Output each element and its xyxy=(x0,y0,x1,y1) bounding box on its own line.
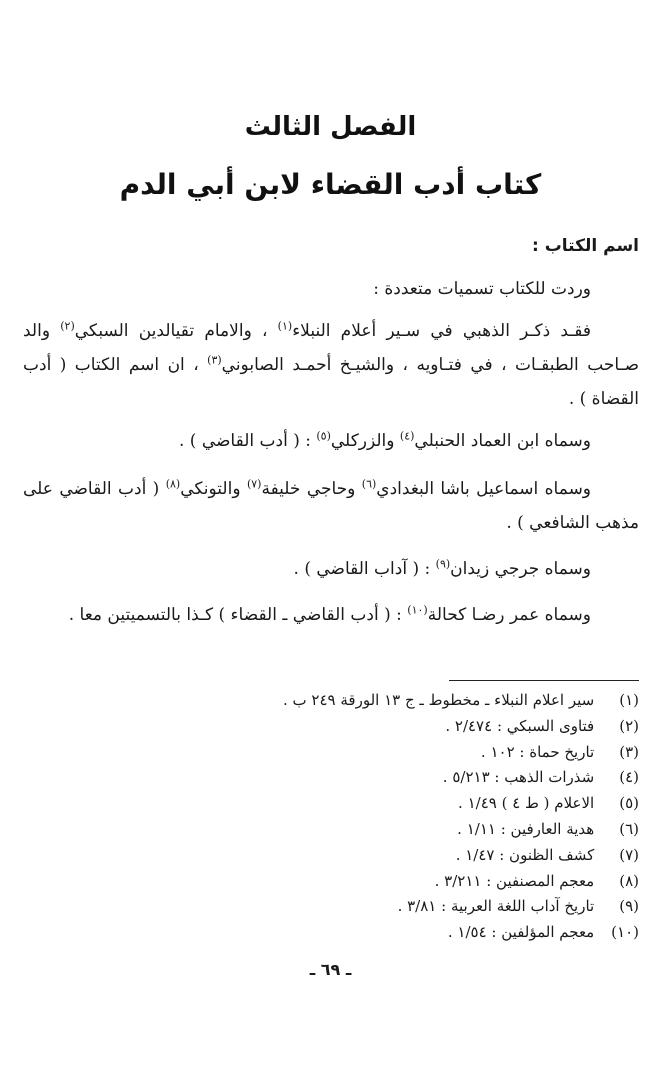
footnote-text: كشف الظنون : ١/٤٧ . xyxy=(455,845,595,864)
para4-text-b: : ( آداب القاضي ) . xyxy=(293,559,431,579)
para1-text-b: ، والامام تقيالدين السبكي xyxy=(74,321,268,341)
book-title: كتاب أدب القضاء لابن أبي الدم xyxy=(119,168,542,201)
footnote-item xyxy=(39,843,639,869)
para2-text-b: والزركلي xyxy=(330,431,395,451)
paragraph-zaydan xyxy=(23,552,639,586)
footnote-item xyxy=(39,894,639,920)
footnote-ref-5: (٥) xyxy=(316,429,331,443)
footnote-item xyxy=(39,740,639,766)
paragraph-kahhala xyxy=(23,598,639,632)
intro-text: وردت للكتاب تسميات متعددة : xyxy=(373,279,591,299)
footnote-number: (٤) xyxy=(619,768,639,787)
footnote-item xyxy=(39,869,639,895)
footnote-text: هدية العارفين : ١/١١ . xyxy=(457,819,595,838)
footnote-number: (٨) xyxy=(619,871,639,890)
footnote-item xyxy=(39,765,639,791)
para3-text-d: ( أدب القاضي على مذهب الشافعي ) . xyxy=(23,479,639,533)
footnote-ref-10: (١٠) xyxy=(407,603,428,617)
footnote-number: (١) xyxy=(619,691,639,709)
para1-text-a: فقـد ذكـر الذهبي في سـير أعلام النبلاء xyxy=(292,321,591,341)
para2-text-a: وسماه ابن العماد الحنبلي xyxy=(414,431,591,451)
footnote-ref-9: (٩) xyxy=(435,557,451,571)
footnote-text: سير اعلام النبلاء ـ مخطوط ـ ج ١٣ الورقة ٢٤٩ ب . xyxy=(282,691,595,709)
section-heading: اسم الكتاب : xyxy=(531,236,639,256)
para4-text-a: وسماه جرجي زيدان xyxy=(450,559,591,579)
footnote-text: الاعلام ( ط ٤ ) ١/٤٩ . xyxy=(458,794,595,813)
footnote-text: تاريخ آداب اللغة العربية : ٣/٨١ . xyxy=(397,897,595,916)
footnote-ref-1: (١) xyxy=(277,319,293,333)
para5-text-b: : ( أدب القاضي ـ القضاء ) كـذا بالتسميتين معا . xyxy=(68,605,402,625)
para1-text-c: والد صـاحب الطبقـات ، في فتـاويه ، والشيـخ أحمـد الصابوني xyxy=(23,321,639,375)
footnote-item xyxy=(39,714,639,740)
footnote-number: (١٠) xyxy=(611,923,639,942)
footnote-item xyxy=(39,688,639,714)
footnote-text: معجم المؤلفين : ١/٥٤ . xyxy=(447,923,595,942)
footnotes-list xyxy=(39,688,639,946)
footnote-text: معجم المصنفين : ٣/٢١١ . xyxy=(434,871,595,890)
chapter-heading: الفصل الثالث xyxy=(244,112,417,142)
paragraph-dhahabi-subki xyxy=(23,314,639,416)
footnote-item xyxy=(39,920,639,946)
para3-text-a: وسماه اسماعيل باشا البغدادي xyxy=(376,479,592,499)
footnote-ref-2: (٢) xyxy=(60,319,75,333)
para3-text-b: وحاجي خليفة xyxy=(261,479,356,499)
footnote-text: فتاوى السبكي : ٢/٤٧٤ . xyxy=(445,716,595,735)
footnote-number: (٣) xyxy=(619,742,639,761)
footnote-item xyxy=(39,817,639,843)
footnote-item xyxy=(39,791,639,817)
footnote-text: شذرات الذهب : ٥/٢١٣ . xyxy=(442,768,595,787)
paragraph-ibn-imad xyxy=(23,424,639,458)
footnote-number: (٦) xyxy=(619,819,639,838)
footnote-ref-6: (٦) xyxy=(361,477,377,491)
footnote-ref-7: (٧) xyxy=(246,477,262,491)
footnote-number: (٢) xyxy=(619,716,639,735)
footnote-separator xyxy=(449,680,639,681)
para1-text-d: ، ان اسم الكتاب ( أدب القضاة ) . xyxy=(23,355,639,409)
footnote-number: (٩) xyxy=(619,897,639,916)
para3-text-c: والتونكي xyxy=(180,479,241,499)
para5-text-a: وسماه عمر رضـا كحالة xyxy=(427,605,591,625)
footnote-ref-8: (٨) xyxy=(165,477,181,491)
footnote-number: (٥) xyxy=(619,794,639,813)
intro-paragraph xyxy=(23,272,639,306)
footnote-ref-4: (٤) xyxy=(399,429,415,443)
footnote-number: (٧) xyxy=(619,845,639,864)
footnote-ref-3: (٣) xyxy=(207,353,222,367)
page-number: ـ ٦٩ ـ xyxy=(309,960,352,979)
paragraph-baghdadi xyxy=(23,472,639,540)
footnote-text: تاريخ حماة : ١٠٢ . xyxy=(480,742,595,761)
para2-text-c: : ( أدب القاضي ) . xyxy=(178,431,311,451)
